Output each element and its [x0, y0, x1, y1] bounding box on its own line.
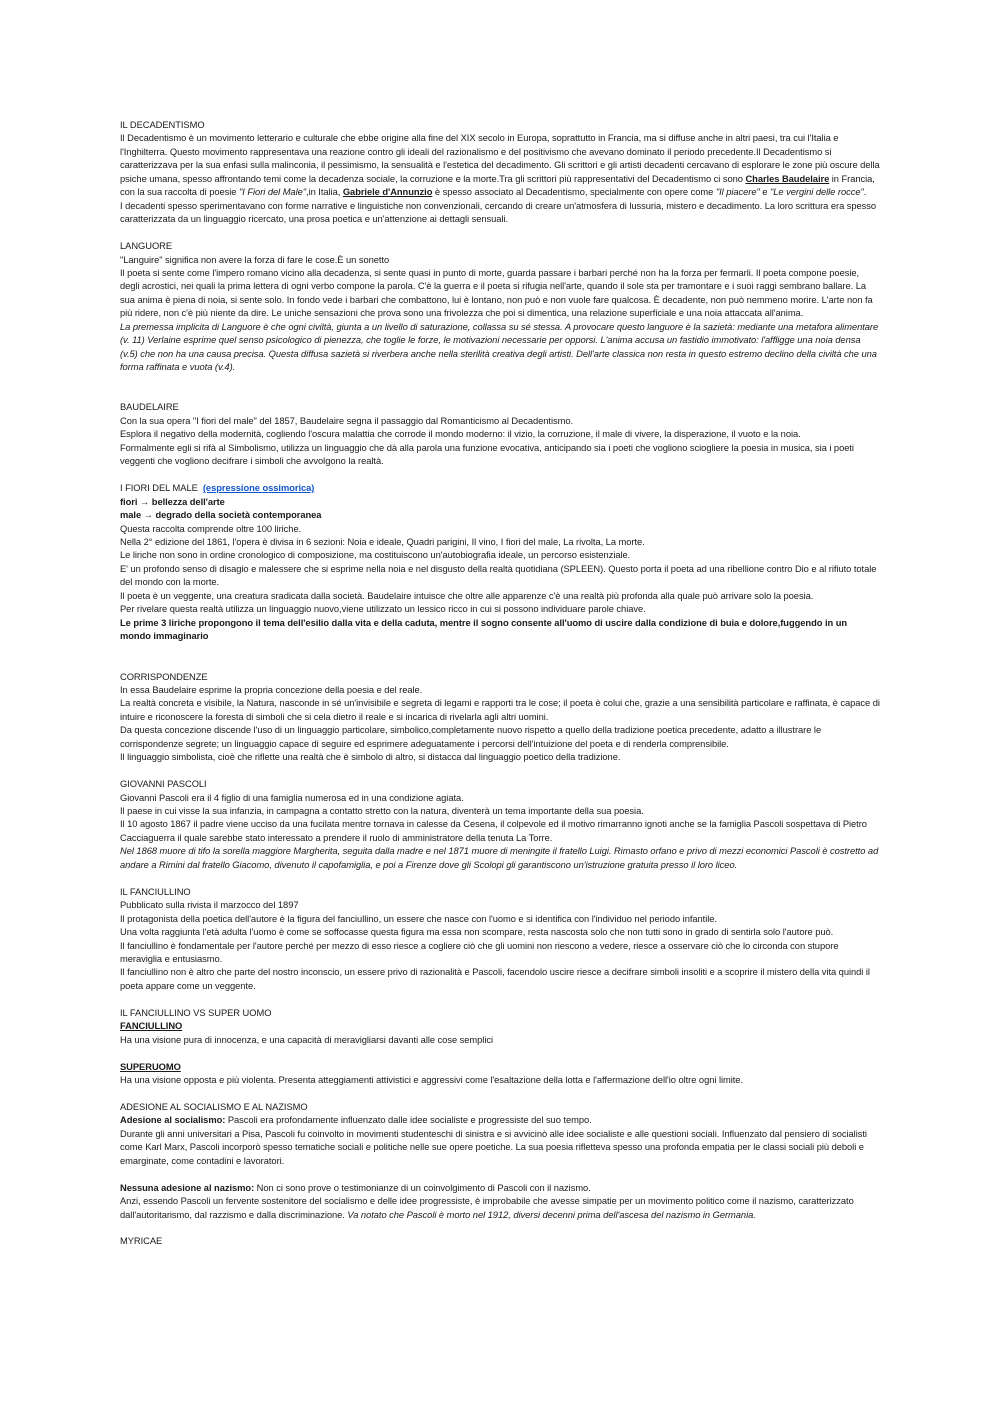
superuomo-heading: SUPERUOMO — [120, 1061, 181, 1072]
text-run: Non ci sono prove o testimonianze di un coinvolgimento di Pascoli con il nazismo. — [254, 1182, 591, 1193]
text-run: Il Decadentismo è un movimento letterario e culturale che ebbe origine alla fine del XIX secolo in Europa, soprattutto in Francia, ma si diffuse anche in altri paesi, tra cui l'Italia e l'Inghilterra. Questo movimento rappresentava una reazione contro gli ideali del razionalismo e del positivismo che avevano dominato il periodo precedente.Il Decadentismo si caratterizzava per la sua enfasi sulla malinconia, il pessimismo, la sensualità e l'estetica del decadimento. Gli scrittori e gli artisti decadenti cercavano di esplorare le zone più oscure della psiche umana, spesso affrontando temi come la decadenza sociale, la corruzione e la morte.Tra gli scrittori più rappresentativi del Decadentismo ci sono — [120, 133, 880, 184]
fanciullino-heading: FANCIULLINO — [120, 1021, 183, 1032]
baudelaire-line-2: Esplora il negativo della modernità, cogliendo l'oscura malattia che corrode il mondo moderno: il vizio, la corruzione, il male di vivere, la disperazione, il vuoto e la noia. — [120, 429, 801, 440]
spacer — [120, 993, 880, 1006]
text-run: . — [863, 187, 867, 198]
languore-paragraph-2: La premessa implicita di Languore è che ogni civiltà, giunta a un livello di saturazione, collassa su sé stessa. A provocare questo languore è la sazietà: mediante una metafora alimentare (v. 11) Verlaine esprime quel senso psicologico di pienezza, che toglie le forze, le motivazioni necessarie per opporsi. L'anima accusa un fastidio immotivato: l'affligge una noia densa (v.5) che non ha una causa precisa. Questa diffusa sazietà si riverbera anche nella sterilità creativa degli artisti. Dell'arte classica non resta in questo estremo declino della civiltà che una forma raffinata e vuota (v.4). — [120, 321, 879, 373]
document-body — [120, 119, 880, 1249]
spacer — [120, 1047, 880, 1060]
spacer — [120, 1088, 880, 1101]
section-title-adesione: ADESIONE AL SOCIALISMO E AL NAZISMO — [120, 1101, 308, 1112]
section-title-languore: LANGUORE — [120, 241, 173, 252]
adesione-socialismo-label: Adesione al socialismo: — [120, 1115, 226, 1126]
ossimorica-link[interactable]: (espressione ossimorica) — [202, 483, 315, 494]
spacer — [120, 469, 880, 482]
fiori-paragraph-1: E' un profondo senso di disagio e malessere che si esprime nella noia e nel disgusto della realtà quotidiana (SPLEEN). Questo porta il poeta ad una ribellione contro Dio e al rifiuto totale del mondo con la morte. — [120, 563, 877, 588]
spacer — [120, 765, 880, 778]
fiori-paragraph-2: Il poeta è un veggente, una creatura sradicata dalla società. Baudelaire intuisce che oltre alle apparenze c'è una realtà più profonda alla quale può arrivare solo la poesia. — [120, 590, 814, 601]
spacer — [120, 375, 880, 402]
fanciullino-paragraph-1: Una volta raggiunta l'età adulta l'uomo è come se soffocasse questa figura ma essa non scompare, resta nascosta solo che non tutti sono in grado di sentirla solo l'autore può. — [120, 927, 834, 938]
fiori-line-3: Le liriche non sono in ordine cronologico di composizione, ma costituiscono un'autobiografia ideale, un percorso esistenziale. — [120, 550, 631, 561]
fiori-line-2: Nella 2° edizione del 1861, l'opera è divisa in 6 sezioni: Noia e ideale, Quadri parigini, Il vino, I fiori del male, La rivolta, La morte. — [120, 537, 645, 547]
piacere-title: "Il piacere" — [715, 187, 760, 198]
section-title-corrispondenze: CORRISPONDENZE — [120, 671, 208, 682]
fanciullino-line-2: Il protagonista della poetica dell'autore è la figura del fanciullino, un essere che nasce con l'uomo e si identifica con l'individuo nel periodo infantile. — [120, 913, 717, 924]
fiori-title-text: I FIORI DEL MALE — [120, 483, 198, 494]
fiori-bullet-2: male → degrado della società contemporanea — [120, 510, 322, 521]
section-title-myricae: MYRICAE — [120, 1236, 163, 1247]
spacer — [120, 644, 880, 671]
adesione-socialismo-line — [120, 1114, 880, 1127]
fiori-title: "I Fiori del Male" — [239, 187, 307, 198]
text-run: in Francia, con la sua raccolta di poesie — [120, 173, 875, 198]
decadentismo-paragraph-2: I decadenti spesso sperimentavano con forme narrative e linguistiche non convenzionali, cercando di creare un'atmosfera di lussuria, mistero e decadimento. La loro scrittura era spesso caratterizzata da un linguaggio ricercato, una prosa poetica e un'attenzione ai dettagli sensuali. — [120, 200, 877, 225]
spacer — [120, 1222, 880, 1235]
fanciullino-line-1: Pubblicato sulla rivista il marzocco del 1897 — [120, 900, 299, 911]
fanciullino-text: Ha una visione pura di innocenza, e una capacità di meravigliarsi davanti alle cose semplici — [120, 1034, 493, 1045]
section-title-fanciullino: IL FANCIULLINO — [120, 886, 191, 897]
spacer — [120, 227, 880, 240]
adesione-paragraph-1: Durante gli anni universitari a Pisa, Pascoli fu coinvolto in movimenti studenteschi di sinistra e si avvicinò alle idee socialiste e alle questioni sociali. Influenzato dal pensiero di socialisti come Karl Marx, Pascoli incorporò spesso tematiche sociali e politiche nelle sue opere poetiche. La sua poesia rifletteva spesso una profonda empatia per le classi sociali più deboli e emarginate, come contadini e lavoratori. — [120, 1128, 867, 1166]
spacer — [120, 1168, 880, 1181]
adesione-paragraph-2 — [120, 1195, 880, 1222]
pascoli-line-2: Il paese in cui visse la sua infanzia, in campagna a contatto stretto con la natura, diventerà un tema importante della sua poesia. — [120, 806, 644, 817]
text-run-italic: Va notato che Pascoli è morto nel 1912, diversi decenni prima dell'ascesa del nazismo in Germania. — [347, 1209, 756, 1220]
corrispondenze-paragraph-1: La realtà concreta e visibile, la Natura, nasconde in sé un'invisibile e segreta di legami e rapporti tra le cose; il poeta è colui che, grazie a una sensibilità particolare e raffinata, è capace di intuire e riconoscere la foresta di simboli che si cela dietro il reale e si incarica di rivelarla agli altri uomini. — [120, 698, 880, 722]
baudelaire-paragraph-1: Formalmente egli si rifà al Simbolismo, utilizza un linguaggio che dà alla parola una funzione evocativa, anticipando sia i poeti che vogliono sciogliere la poesia in musica, sia i poeti veggenti che vogliono decifrare i simboli che avvolgono la realtà. — [120, 442, 854, 467]
fanciullino-paragraph-3: Il fanciullino non è altro che parte del nostro inconscio, un essere privo di razionalità e Pascoli, facendolo uscire riesce a decifrare simboli insoliti e a scoprire il mistero della vita quindi il poeta appare come un veggente. — [120, 967, 870, 991]
baudelaire-name: Charles Baudelaire — [745, 173, 830, 184]
section-title-fiori — [120, 482, 880, 495]
corrispondenze-paragraph-2: Da questa concezione discende l'uso di un linguaggio particolare, simbolico,completamente nuovo rispetto a quello della tradizione poetica precedente, adatto a illustrare le corrispondenze segrete; un linguaggio capace di seguire ed esprimere adeguatamente i percorsi dell'intuizione del poeta e di renderla comprensibile. — [120, 725, 822, 749]
decadentismo-paragraph-1 — [120, 132, 880, 199]
text-run: e — [759, 187, 771, 198]
pascoli-paragraph-1: Il 10 agosto 1867 il padre viene ucciso da una fucilata mentre tornava in calesse da Cesena, il colpevole ed il motivo rimarranno ignoti anche se la famiglia Pascoli sospettava di Pietro Cacciaguerra il quale sarebbe stato interessato a prendere il ruolo di amministratore della tenuta La Torre. — [120, 819, 867, 843]
spacer — [120, 872, 880, 885]
text-run: Anzi, essendo Pascoli un fervente sostenitore del socialismo e delle idee progressiste, è improbabile che avesse simpatie per un movimento politico come il nazismo, caratterizzato dall'autoritarismo, dal razzismo e dalla discriminazione. — [120, 1196, 854, 1220]
pascoli-paragraph-2: Nel 1868 muore di tifo la sorella maggiore Margherita, seguita dalla madre e nel 1871 muore di meningite il fratello Luigi. Rimasto orfano e privo di mezzi economici Pascoli è costretto ad andare a Rimini dal fratello Giacomo, divenuto il capofamiglia, e poi a Firenze dove gli Scolopi gli garantiscono un'istruzione gratuita presso il loro liceo. — [120, 846, 879, 870]
section-title-vs: IL FANCIULLINO VS SUPER UOMO — [120, 1007, 272, 1018]
corrispondenze-line-1: In essa Baudelaire esprime la propria concezione della poesia e del reale. — [120, 684, 423, 695]
dannunzio-name: Gabriele d'Annunzio — [342, 187, 433, 198]
adesione-nazismo-line — [120, 1182, 880, 1195]
text-run: Pascoli era profondamente influenzato dalle idee socialiste e progressiste del suo tempo. — [225, 1115, 592, 1126]
vergini-title: "Le vergini delle rocce" — [770, 187, 864, 198]
section-title-decadentismo: IL DECADENTISMO — [120, 120, 205, 130]
pascoli-line-1: Giovanni Pascoli era il 4 figlio di una famiglia numerosa ed in una condizione agiata. — [120, 792, 464, 803]
section-title-baudelaire: BAUDELAIRE — [120, 402, 179, 413]
adesione-nazismo-label: Nessuna adesione al nazismo: — [120, 1182, 255, 1193]
baudelaire-line-1: Con la sua opera "I fiori del male" del 1857, Baudelaire segna il passaggio dal Romanticismo al Decadentismo. — [120, 415, 574, 426]
languore-line-1: "Languire" significa non avere la forza di fare le cose.È un sonetto — [120, 254, 390, 265]
languore-paragraph-1: Il poeta si sente come l'impero romano vicino alla decadenza, si sente quasi in punto di morte, guarda passare i barbari perché non ha la forza per fermarli. Il poeta compone poesie, degli acrostici, nei quali la prima lettera di ogni verbo compone la parola. C'è la guerra e il poeta si rifugia nell'arte, quando il sole sta per tramontare e i suoi raggi sembrano ballare. La sua anima è piena di noia, si sente solo. In fondo vede i barbari che combattono, lui è lontano, non può e non vuole fare qualcosa. È decadente, non può nemmeno morire. L'arte non fa più ridere, non c'è più niente da dire. Le uniche sensazioni che prova sono una frivolezza che poi si dimentica, una relazione superficiale e una noia attaccata all'anima. — [120, 267, 873, 319]
text-run: ,in Italia, — [306, 187, 343, 198]
fiori-line-1: Questa raccolta comprende oltre 100 liriche. — [120, 523, 302, 534]
fiori-paragraph-4: Le prime 3 liriche propongono il tema dell'esilio dalla vita e della caduta, mentre il sogno consente all'uomo di uscire dalla condizione di buia e dolore,fuggendo in un mondo immaginario — [120, 617, 848, 642]
fiori-bullet-1: fiori → bellezza dell'arte — [120, 496, 225, 507]
text-run: è spesso associato al Decadentismo, specialmente con opere come — [432, 187, 716, 198]
corrispondenze-line-2: Il linguaggio simbolista, cioè che riflette una realtà che è simbolo di altro, si distacca dal linguaggio poetico della tradizione. — [120, 752, 621, 763]
fiori-paragraph-3: Per rivelare questa realtà utilizza un linguaggio nuovo,viene utilizzato un lessico ricco in cui si possono individuare parole chiave. — [120, 604, 646, 615]
fanciullino-paragraph-2: Il fanciullino è fondamentale per l'autore perché per mezzo di esso riesce a cogliere ciò che gli uomini non riescono a vedere, riesce a osservare ciò che lo circonda con stupore meraviglia e entusiasmo. — [120, 940, 839, 964]
section-title-pascoli: GIOVANNI PASCOLI — [120, 779, 207, 790]
superuomo-text: Ha una visione opposta e più violenta. Presenta atteggiamenti attivistici e aggressivi come l'esaltazione della lotta e l'affermazione dell'io oltre ogni limite. — [120, 1075, 743, 1086]
